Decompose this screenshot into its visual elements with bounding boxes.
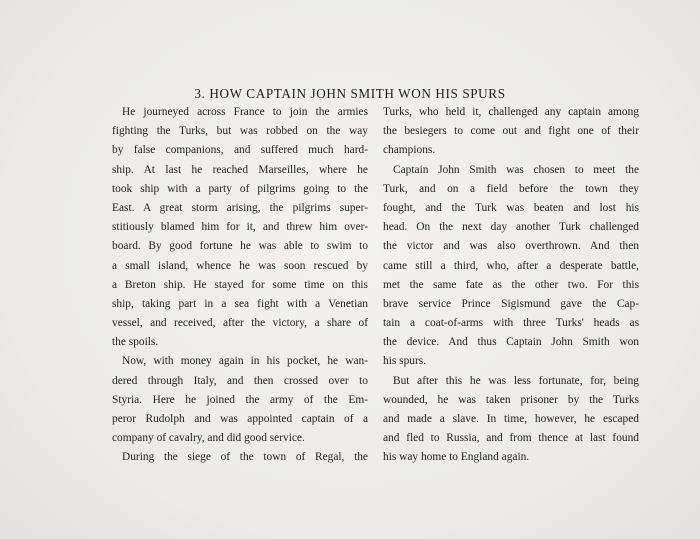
text-line: ship. At last he reached Marseilles, where he	[112, 163, 368, 176]
chapter-heading: 3. HOW CAPTAIN JOHN SMITH WON HIS SPURS	[194, 86, 506, 101]
text-line: Now, with money again in his pocket, he wan-	[122, 355, 368, 368]
text-line: board. By good fortune he was able to swim to	[112, 240, 368, 253]
text-line: peror Rudolph and was appointed captain of a	[112, 413, 368, 425]
text-line: his spurs.	[383, 355, 427, 368]
text-line: brave service Prince Sigismund gave the Cap-	[383, 297, 639, 310]
text-line: fighting the Turks, but was robbed on the way	[112, 125, 368, 138]
text-line: the device. And thus Captain John Smith won	[383, 336, 639, 349]
right-column	[383, 103, 639, 468]
text-line: wounded, he was taken prisoner by the Turks	[383, 393, 639, 406]
text-line: the victor and was also overthrown. And then	[383, 240, 639, 253]
text-line: and fled to Russia, and from thence at last found	[383, 432, 639, 445]
text-line: fought, and the Turk was beaten and lost his	[383, 201, 639, 214]
text-line: champions.	[383, 144, 436, 157]
text-line: Styria. Here he joined the army of the Em-	[112, 393, 368, 406]
text-line: his way home to England again.	[383, 451, 530, 464]
text-line: a Breton ship. He stayed for some time on this	[112, 278, 368, 291]
text-line: took ship with a party of pilgrims going to the	[112, 182, 368, 195]
text-line: During the siege of the town of Regal, the	[122, 451, 368, 464]
text-line: came still a third, who, after a desperate battle,	[383, 259, 639, 272]
text-line: and made a slave. In time, however, he escaped	[383, 413, 639, 425]
text-line: Turks, who held it, challenged any captain among	[383, 106, 639, 118]
text-line: He journeyed across France to join the armies	[122, 106, 368, 118]
left-column	[112, 103, 368, 468]
text-line: East. A great storm arising, the pilgrims super-	[112, 201, 368, 214]
text-line: met the same fate as the other two. For this	[383, 278, 639, 291]
text-line: stitiously blamed him for it, and threw him over-	[112, 221, 368, 234]
text-line: head. On the next day another Turk challenged	[383, 221, 639, 234]
text-line: the spoils.	[112, 336, 159, 349]
text-line: by false companions, and suffered much hard-	[112, 144, 368, 157]
text-line: vessel, and received, after the victory, a share of	[112, 317, 368, 330]
text-line: Turk, and on a field before the town they	[383, 182, 639, 195]
text-line: ship, taking part in a sea fight with a Venetian	[112, 297, 368, 310]
text-line: dered through Italy, and then crossed over to	[112, 374, 368, 387]
text-line: Captain John Smith was chosen to meet the	[393, 163, 639, 176]
text-line: But after this he was less fortunate, for, being	[393, 374, 639, 387]
text-line: a small island, whence he was soon rescued by	[112, 259, 368, 272]
text-line: the besiegers to come out and fight one of their	[383, 125, 639, 138]
text-line: tain a coat-of-arms with three Turks' heads as	[383, 317, 639, 330]
text-line: company of cavalry, and did good service.	[112, 432, 305, 445]
